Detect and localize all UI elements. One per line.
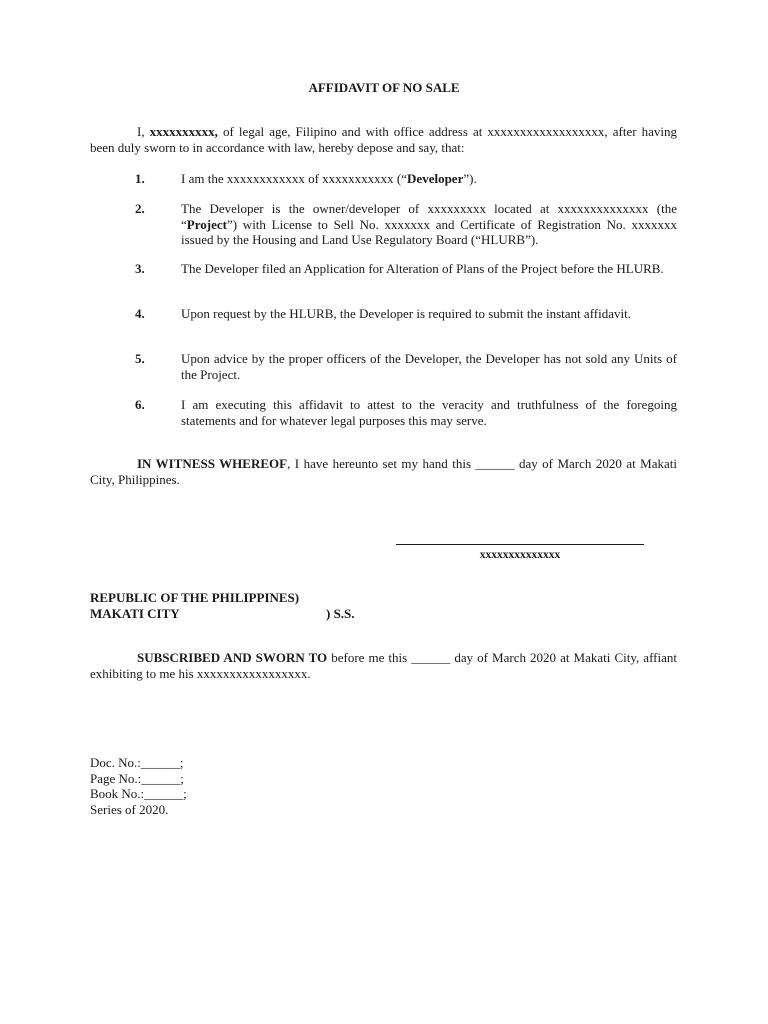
list-item [90, 306, 677, 322]
venue-city: MAKATI CITY [90, 606, 180, 621]
book-no: Book No.:______; [90, 786, 187, 801]
witness-paragraph [90, 456, 677, 487]
list-item [90, 351, 677, 382]
item-text-part: The Developer is the owner/developer of xxxxxxxxx located at xxxxxxxxxxxxxx (the “ [181, 201, 677, 232]
notarial-register [90, 755, 187, 817]
affiant-name: xxxxxxxxxx, [149, 124, 218, 139]
item-text: Upon request by the HLURB, the Developer is required to submit the instant affidavit. [181, 306, 631, 321]
item-number: 1. [135, 171, 145, 186]
item-text [181, 171, 677, 187]
signature-line [396, 544, 644, 545]
page-no: Page No.:______; [90, 770, 184, 786]
item-bold-term: Project [186, 216, 227, 232]
item-bold-term: Developer [407, 171, 464, 186]
signature-name: xxxxxxxxxxxxxx [479, 549, 561, 561]
item-number: 2. [135, 201, 145, 216]
document-title: AFFIDAVIT OF NO SALE [308, 80, 460, 95]
intro-paragraph [90, 124, 677, 155]
list-item [90, 261, 677, 277]
jurat-heading: SUBSCRIBED AND SWORN TO [137, 650, 328, 665]
item-text: The Developer filed an Application for Alteration of Plans of the Project before the HLURB. [181, 261, 664, 276]
item-text-part: I am the xxxxxxxxxxxx of xxxxxxxxxxx (“ [181, 171, 408, 186]
list-item [90, 201, 677, 248]
item-number: 3. [135, 261, 145, 276]
item-text: I am executing this affidavit to attest to the veracity and truthfulness of the foregoing statements and for whatever legal purposes this may serve. [181, 397, 677, 428]
list-item [90, 397, 677, 428]
item-text-part: ”). [463, 171, 477, 186]
item-text-part: ”) with License to Sell No. xxxxxxx and Certificate of Registration No. xxxxxxx issued by the Housing and Land Use Regulatory Board (“HLURB”). [181, 216, 677, 247]
venue-republic: REPUBLIC OF THE PHILIPPINES) [90, 590, 300, 605]
jurat-paragraph [90, 650, 677, 681]
intro-lead: I, [137, 124, 150, 139]
item-number: 5. [135, 351, 145, 366]
venue-ss: ) S.S. [326, 606, 355, 621]
witness-text: , I have hereunto set my hand this ______ day of March 2020 at Makati City, Philippines. [90, 456, 678, 487]
series: Series of 2020. [90, 801, 169, 817]
item-text [181, 201, 677, 248]
list-item [90, 171, 677, 187]
item-number: 4. [135, 306, 145, 321]
witness-heading: IN WITNESS WHEREOF [137, 456, 288, 471]
item-text: Upon advice by the proper officers of the Developer, the Developer has not sold any Units of the Project. [181, 351, 677, 382]
venue-city-line [90, 606, 690, 622]
intro-text: of legal age, Filipino and with office address at xxxxxxxxxxxxxxxxxx, after having been duly sworn to in accordance with law, hereby depose and say, that: [90, 124, 677, 155]
item-number: 6. [135, 397, 145, 412]
doc-no: Doc. No.:______; [90, 755, 184, 770]
jurat-text: before me this ______ day of March 2020 at Makati City, affiant exhibiting to me his xxxxxxxxxxxxxxxxx. [90, 650, 677, 681]
